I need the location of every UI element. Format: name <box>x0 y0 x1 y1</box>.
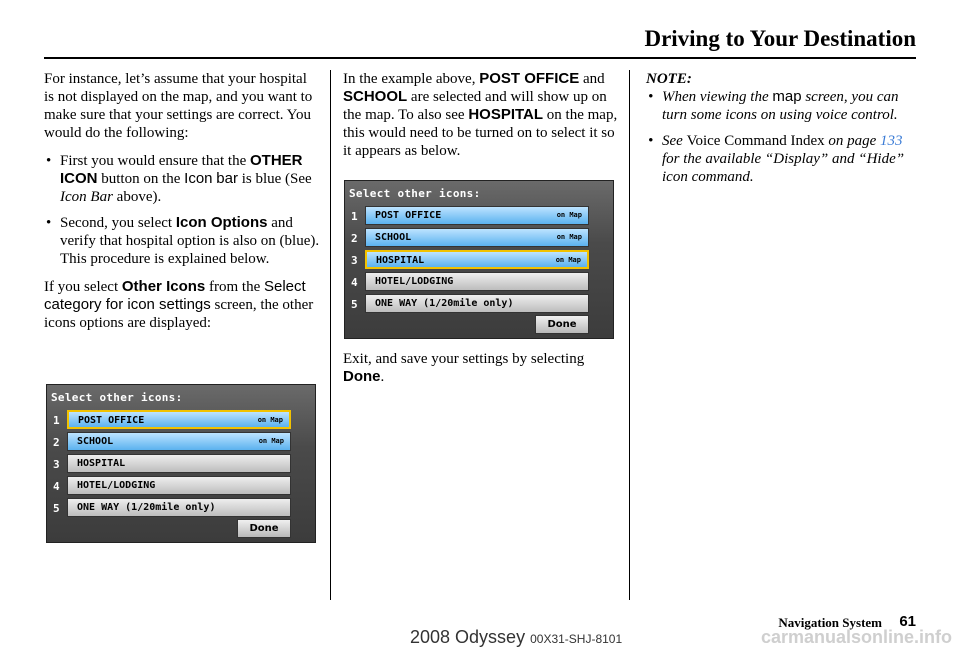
exit-paragraph: Exit, and save your settings by selecting Done. <box>343 351 585 385</box>
hotel-lodging-option[interactable]: HOTEL/LODGING <box>67 476 291 495</box>
page-title: Driving to Your Destination <box>644 26 916 51</box>
icon-options-label: Icon Options <box>175 214 268 231</box>
note-label: NOTE: <box>646 71 692 87</box>
row-number: 2 <box>53 436 60 449</box>
step-1: • First you would ensure that the OTHER ICON button on the Icon bar is blue (See Icon Bar above). <box>44 152 320 206</box>
hospital-option[interactable]: HOSPITAL on Map <box>365 250 589 269</box>
column-divider <box>330 70 331 600</box>
exit-paragraph-container <box>343 350 619 396</box>
row-number: 3 <box>53 458 60 471</box>
row-number: 5 <box>351 298 358 311</box>
other-icons-paragraph: If you select Other Icons from the Select category for icon settings screen, the other icons options are displayed: <box>44 278 314 331</box>
column-2 <box>343 70 619 170</box>
hospital-option[interactable]: HOSPITAL <box>67 454 291 473</box>
header-rule <box>44 57 916 59</box>
footer-model: 2008 Odyssey 00X31-SHJ-8101 <box>410 627 623 647</box>
done-button[interactable]: Done <box>237 519 291 538</box>
row-number: 4 <box>53 480 60 493</box>
row-number: 1 <box>53 414 60 427</box>
column-3 <box>646 70 916 196</box>
other-icon-label: OTHER ICON <box>60 152 303 187</box>
example-paragraph: In the example above, POST OFFICE and SCHOOL are selected and will show up on the map. To also see HOSPITAL on the map, this would need to be turned on to select it so it appears as below. <box>343 70 618 159</box>
note-1: • When viewing the map screen, you can turn some icons on using voice control. <box>646 88 916 124</box>
post-office-option[interactable]: POST OFFICE on Map <box>365 206 589 225</box>
one-way-option[interactable]: ONE WAY (1/20mile only) <box>365 294 589 313</box>
post-office-option[interactable]: POST OFFICE on Map <box>67 410 291 429</box>
note-2: • See Voice Command Index on page 133 for the available “Display” and “Hide” icon command. <box>646 132 916 186</box>
school-option[interactable]: SCHOOL on Map <box>365 228 589 247</box>
screen-title: Select other icons: <box>51 391 183 404</box>
screen-title: Select other icons: <box>349 187 481 200</box>
steps-list <box>44 152 320 268</box>
note-list <box>646 88 916 186</box>
footer-section: Navigation System <box>778 615 882 630</box>
one-way-option[interactable]: ONE WAY (1/20mile only) <box>67 498 291 517</box>
select-other-icons-screen-before <box>46 384 316 543</box>
watermark: carmanualsonline.info <box>760 627 952 647</box>
page-number: 61 <box>899 613 916 630</box>
row-number: 1 <box>351 210 358 223</box>
step-2: • Second, you select Icon Options and verify that hospital option is also on (blue). This procedure is explained below. <box>44 214 320 268</box>
select-other-icons-screen-after <box>344 180 614 339</box>
page-link[interactable]: 133 <box>880 133 903 149</box>
column-divider <box>629 70 630 600</box>
done-button[interactable]: Done <box>535 315 589 334</box>
row-number: 3 <box>351 254 358 267</box>
hotel-lodging-option[interactable]: HOTEL/LODGING <box>365 272 589 291</box>
school-option[interactable]: SCHOOL on Map <box>67 432 291 451</box>
column-1 <box>44 70 320 342</box>
row-number: 5 <box>53 502 60 515</box>
row-number: 4 <box>351 276 358 289</box>
intro-paragraph: For instance, let’s assume that your hospital is not displayed on the map, and you want to make sure that your settings are correct. You would do the following: <box>44 71 313 141</box>
row-number: 2 <box>351 232 358 245</box>
